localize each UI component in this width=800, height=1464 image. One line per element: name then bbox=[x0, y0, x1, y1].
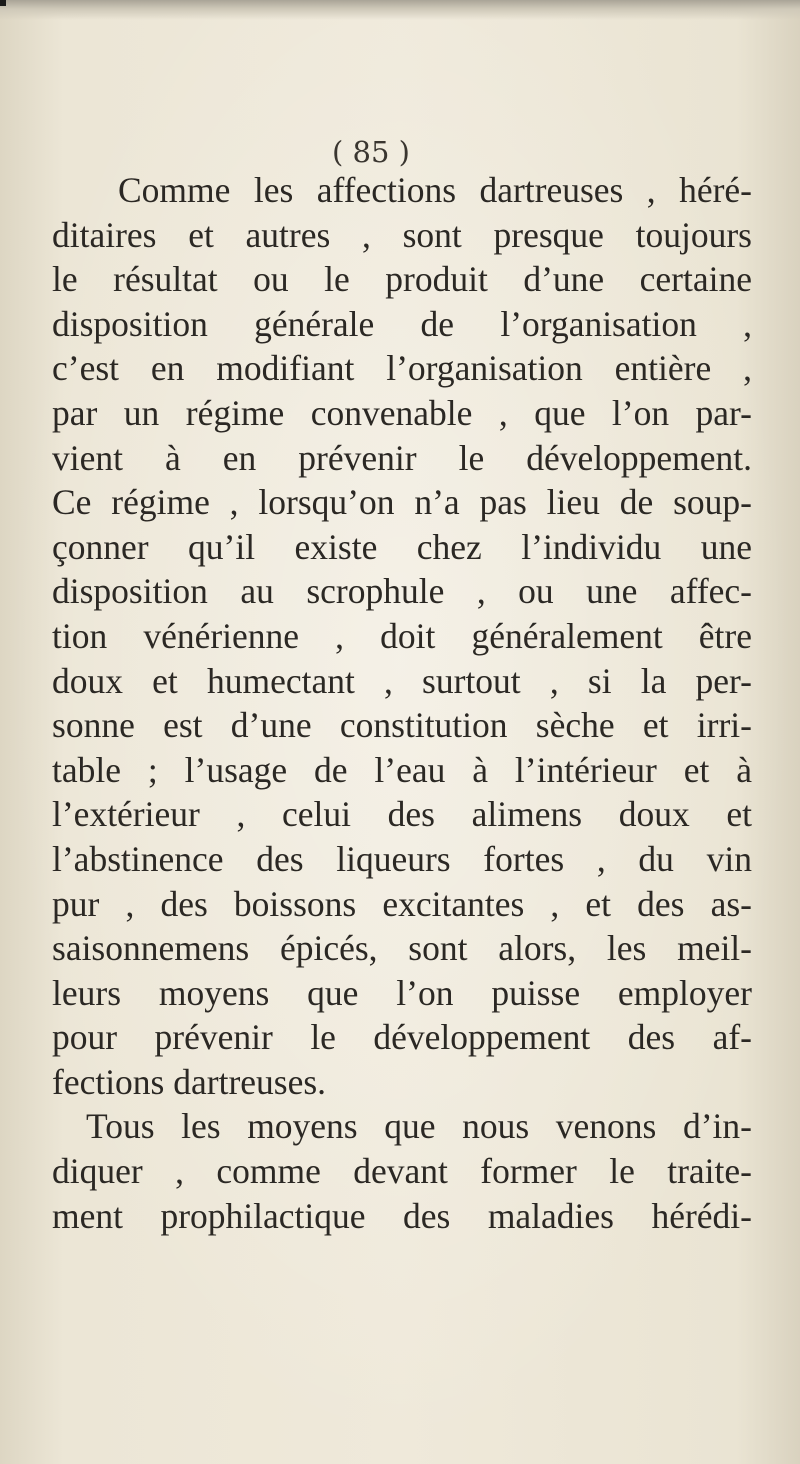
text-line: disposition au scrophule , ou une affec- bbox=[52, 571, 752, 612]
text-line: le résultat ou le produit d’une certaine bbox=[52, 259, 752, 300]
text-line: saisonnemens épicés, sont alors, les meil- bbox=[52, 928, 752, 969]
text-line: fections dartreuses. bbox=[52, 1061, 327, 1102]
text-line: tion vénérienne , doit généralement être bbox=[52, 615, 752, 656]
body-text bbox=[52, 168, 752, 1238]
text-line: Comme les affections dartreuses , héré- bbox=[118, 170, 752, 210]
corner-mark bbox=[0, 0, 6, 6]
text-line: par un régime convenable , que l’on par- bbox=[52, 392, 752, 433]
text-line: pour prévenir le développement des af- bbox=[52, 1017, 752, 1058]
text-line: c’est en modifiant l’organisation entière , bbox=[52, 348, 752, 389]
text-line: Ce régime , lorsqu’on n’a pas lieu de soup- bbox=[52, 482, 752, 523]
text-line: table ; l’usage de l’eau à l’intérieur et à bbox=[52, 749, 752, 790]
page-number: ( 85 ) bbox=[332, 135, 410, 169]
text-line: ment prophilactique des maladies hérédi- bbox=[52, 1195, 752, 1236]
text-line: ditaires et autres , sont presque toujours bbox=[52, 214, 752, 255]
text-line: pur , des boissons excitantes , et des as- bbox=[52, 883, 752, 924]
text-line: disposition générale de l’organisation , bbox=[52, 303, 752, 344]
page-top-shadow bbox=[0, 0, 800, 20]
text-line: l’extérieur , celui des alimens doux et bbox=[52, 794, 752, 835]
text-line: doux et humectant , surtout , si la per- bbox=[52, 660, 752, 701]
text-line: Tous les moyens que nous venons d’in- bbox=[86, 1106, 752, 1147]
text-line: l’abstinence des liqueurs fortes , du vin bbox=[52, 838, 752, 879]
text-line: sonne est d’une constitution sèche et irri- bbox=[52, 705, 752, 746]
text-line: leurs moyens que l’on puisse employer bbox=[52, 972, 752, 1013]
text-line: diquer , comme devant former le traite- bbox=[52, 1151, 752, 1192]
text-line: vient à en prévenir le développement. bbox=[52, 437, 752, 478]
text-line: çonner qu’il existe chez l’individu une bbox=[52, 526, 752, 567]
